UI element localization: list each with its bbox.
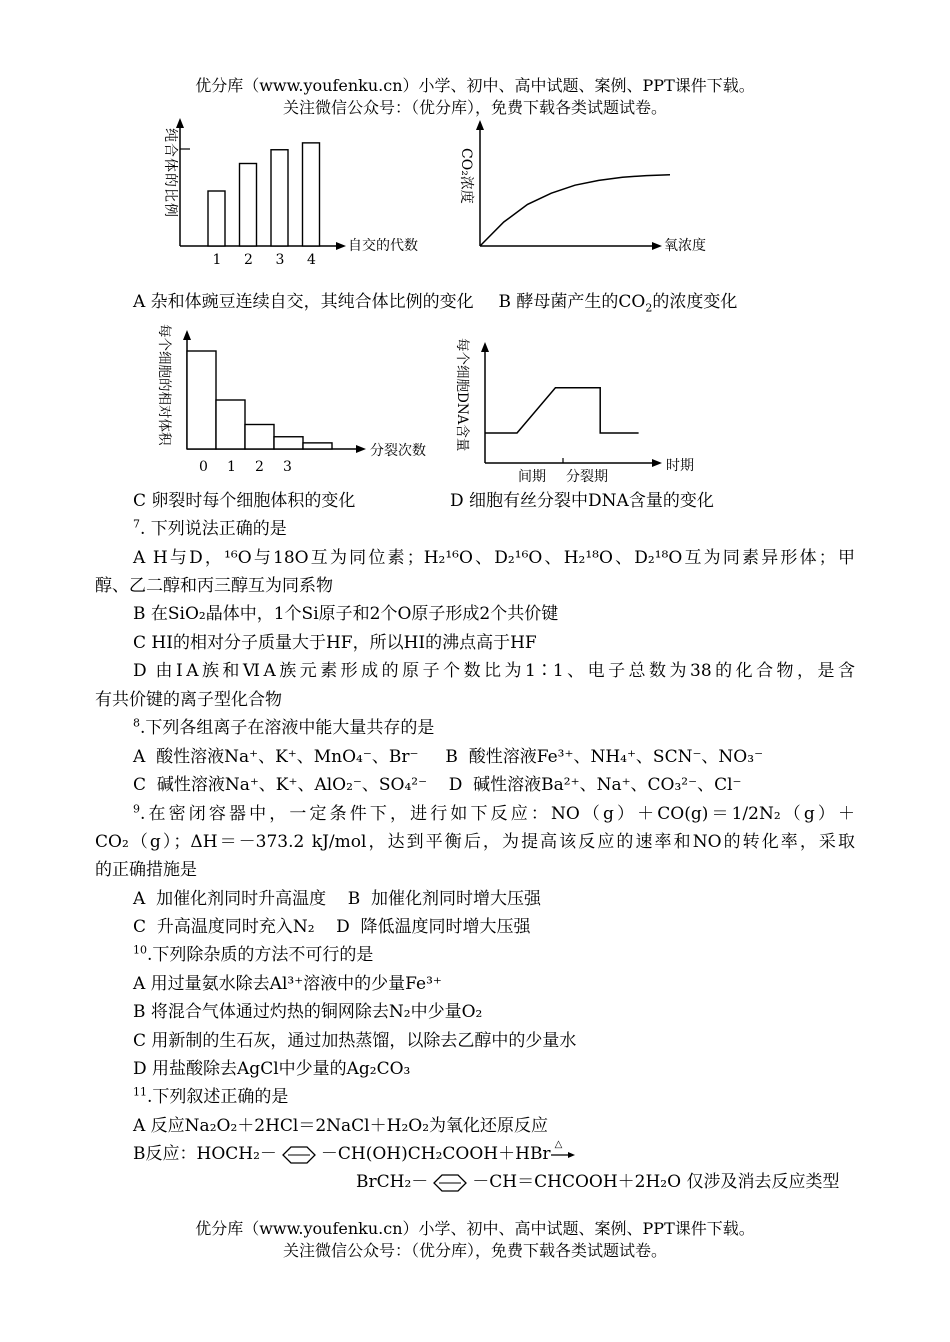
chart-c-bar xyxy=(216,400,245,449)
q9-stem-line1: .在密闭容器中，一定条件下，进行如下反应：NO（g）＋CO(g)＝1/2N₂（g）＋ xyxy=(140,804,855,824)
q7-stem xyxy=(133,517,287,541)
caption-a: A 杂和体豌豆连续自交，其纯合体比例的变化 xyxy=(133,292,474,312)
q10-stem xyxy=(133,943,373,967)
chart-c-tick-label: 2 xyxy=(255,459,264,475)
q11-option-b xyxy=(133,1139,575,1166)
benzene-ring-icon xyxy=(277,1144,321,1166)
q11-b-mid: －CH(OH)CH₂COOH＋HBr xyxy=(320,1144,551,1164)
q10-number: 10 xyxy=(133,943,147,957)
chart-b-xlabel: 氧浓度 xyxy=(664,238,706,254)
caption-d: D 细胞有丝分裂中DNA含量的变化 xyxy=(450,491,714,511)
q11-b2-mid: －CH＝CHCOOH＋2H₂O 仅涉及消去反应类型 xyxy=(472,1172,840,1192)
reaction-arrow-condition: △ xyxy=(554,1139,563,1150)
q7-stem-text: . 下列说法正确的是 xyxy=(140,519,287,539)
caption-b-pre: B 酵母菌产生的 xyxy=(498,292,619,312)
q10-option-c: C 用新制的生石灰，通过加热蒸馏，以除去乙醇中的少量水 xyxy=(133,1031,577,1051)
chart-c xyxy=(156,324,426,475)
caption-c: C 卵裂时每个细胞体积的变化 xyxy=(133,491,356,511)
reaction-arrow-icon xyxy=(551,1139,575,1166)
chart-a-ylabel: 纯合体的比例 xyxy=(162,128,178,218)
chart-a xyxy=(162,118,418,268)
chart-d-phase-1: 间期 xyxy=(518,469,546,485)
chart-c-ylabel: 每个细胞的相对体积 xyxy=(156,324,172,446)
q10-option-d: D 用盐酸除去AgCl中少量的Ag₂CO₃ xyxy=(133,1059,411,1079)
q8-stem xyxy=(133,716,434,740)
q7-option-a-line2: 醇、乙二醇和丙三醇互为同系物 xyxy=(95,576,333,596)
q11-stem xyxy=(133,1085,288,1109)
q7-option-a-line1: A H与D，¹⁶O与18O互为同位素；H₂¹⁶O、D₂¹⁶O、H₂¹⁸O、D₂¹⁸O互为同素异形体；甲 xyxy=(133,548,855,568)
q10-option-a: A 用过量氨水除去Al³⁺溶液中的少量Fe³⁺ xyxy=(133,974,442,994)
chart-a-bar xyxy=(208,191,225,246)
chart-a-bar xyxy=(303,143,320,246)
q7-option-c: C HI的相对分子质量大于HF，所以HI的沸点高于HF xyxy=(133,633,537,653)
q7-option-b: B 在SiO₂晶体中，1个Si原子和2个O原子形成2个共价键 xyxy=(133,604,559,624)
chart-b xyxy=(458,120,706,254)
q11-b2-pre: BrCH₂－ xyxy=(356,1172,429,1192)
q8-options-ab: A 酸性溶液Na⁺、K⁺、MnO₄⁻、Br⁻ B 酸性溶液Fe³⁺、NH₄⁺、SCN⁻、NO₃⁻ xyxy=(133,747,764,767)
chart-c-bar xyxy=(187,351,216,449)
chart-c-xlabel: 分裂次数 xyxy=(370,443,426,459)
q10-stem-text: .下列除杂质的方法不可行的是 xyxy=(147,945,374,965)
chart-c-tick-label: 3 xyxy=(283,459,292,475)
caption-ab xyxy=(133,290,737,314)
charts-cd xyxy=(150,318,730,490)
chart-c-bar xyxy=(303,443,332,449)
chart-c-tick-label: 1 xyxy=(227,459,236,475)
header-line-2: 关注微信公众号：（优分库），免费下载各类试题试卷。 xyxy=(282,98,667,117)
q11-option-a: A 反应Na₂O₂＋2HCl＝2NaCl＋H₂O₂为氧化还原反应 xyxy=(133,1116,549,1136)
caption-b-sub: 2 xyxy=(645,301,653,315)
charts-ab xyxy=(150,112,730,272)
chart-d-xlabel: 时期 xyxy=(666,458,694,474)
q8-stem-text: .下列各组离子在溶液中能大量共存的是 xyxy=(140,718,435,738)
q9-stem xyxy=(133,802,855,826)
chart-d-line xyxy=(485,388,639,433)
q11-option-b-line2 xyxy=(356,1170,839,1194)
chart-a-tick-label: 1 xyxy=(212,252,222,268)
caption-b-post: 的浓度变化 xyxy=(652,292,738,312)
chart-a-bar xyxy=(271,150,288,246)
chart-a-bar xyxy=(240,164,257,247)
benzene-ring-icon xyxy=(428,1172,472,1194)
q9-stem-line3: 的正确措施是 xyxy=(95,860,197,880)
q10-option-b: B 将混合气体通过灼热的铜网除去N₂中少量O₂ xyxy=(133,1002,483,1022)
chart-c-bar xyxy=(274,437,303,449)
chart-d xyxy=(454,338,694,485)
q9-stem-line2: CO₂（g）；ΔH＝－373.2 kJ/mol，达到平衡后，为提高该反应的速率和NO的转化率，采取 xyxy=(95,832,855,852)
q7-option-a xyxy=(133,546,855,570)
chart-c-bar xyxy=(245,425,274,450)
q9-number: 9 xyxy=(133,802,140,816)
header-line-1: 优分库（www.youfenku.cn）小学、初中、高中试题、案例、PPT课件下载。 xyxy=(195,76,755,95)
chart-a-tick-label: 4 xyxy=(307,252,316,268)
chart-c-tick-label: 0 xyxy=(199,459,208,475)
chart-d-ylabel: 每个细胞DNA含量 xyxy=(454,338,470,452)
q7-number: 7 xyxy=(133,517,140,531)
q9-stem-line2-wrap xyxy=(95,830,855,854)
chart-a-tick-label: 3 xyxy=(275,252,285,268)
q8-options-cd: C 碱性溶液Na⁺、K⁺、AlO₂⁻、SO₄²⁻ D 碱性溶液Ba²⁺、Na⁺、CO₃²⁻、Cl⁻ xyxy=(133,775,742,795)
q7-option-d xyxy=(133,659,855,683)
chart-a-tick-label: 2 xyxy=(244,252,253,268)
chart-b-curve xyxy=(480,175,670,246)
q11-number: 11 xyxy=(133,1085,147,1099)
q11-b-pre: B反应：HOCH₂－ xyxy=(133,1144,277,1164)
q9-options-cd: C 升高温度同时充入N₂ D 降低温度同时增大压强 xyxy=(133,917,531,937)
footer-line-2: 关注微信公众号：（优分库），免费下载各类试题试卷。 xyxy=(282,1241,667,1260)
chart-b-ylabel: CO₂浓度 xyxy=(458,148,474,204)
q11-stem-text: .下列叙述正确的是 xyxy=(147,1087,289,1107)
q9-options-ab: A 加催化剂同时升高温度 B 加催化剂同时增大压强 xyxy=(133,889,541,909)
q7-option-d-line2: 有共价键的离子型化合物 xyxy=(95,690,282,710)
chart-a-xlabel: 自交的代数 xyxy=(348,238,418,254)
q7-option-d-line1: D 由ⅠA族和ⅥA族元素形成的原子个数比为1∶1、电子总数为38的化合物，是含 xyxy=(133,661,855,681)
q8-number: 8 xyxy=(133,716,140,730)
caption-b-co2: CO xyxy=(618,292,646,312)
footer-line-1: 优分库（www.youfenku.cn）小学、初中、高中试题、案例、PPT课件下载。 xyxy=(195,1219,755,1238)
chart-d-phase-2: 分裂期 xyxy=(566,469,608,485)
